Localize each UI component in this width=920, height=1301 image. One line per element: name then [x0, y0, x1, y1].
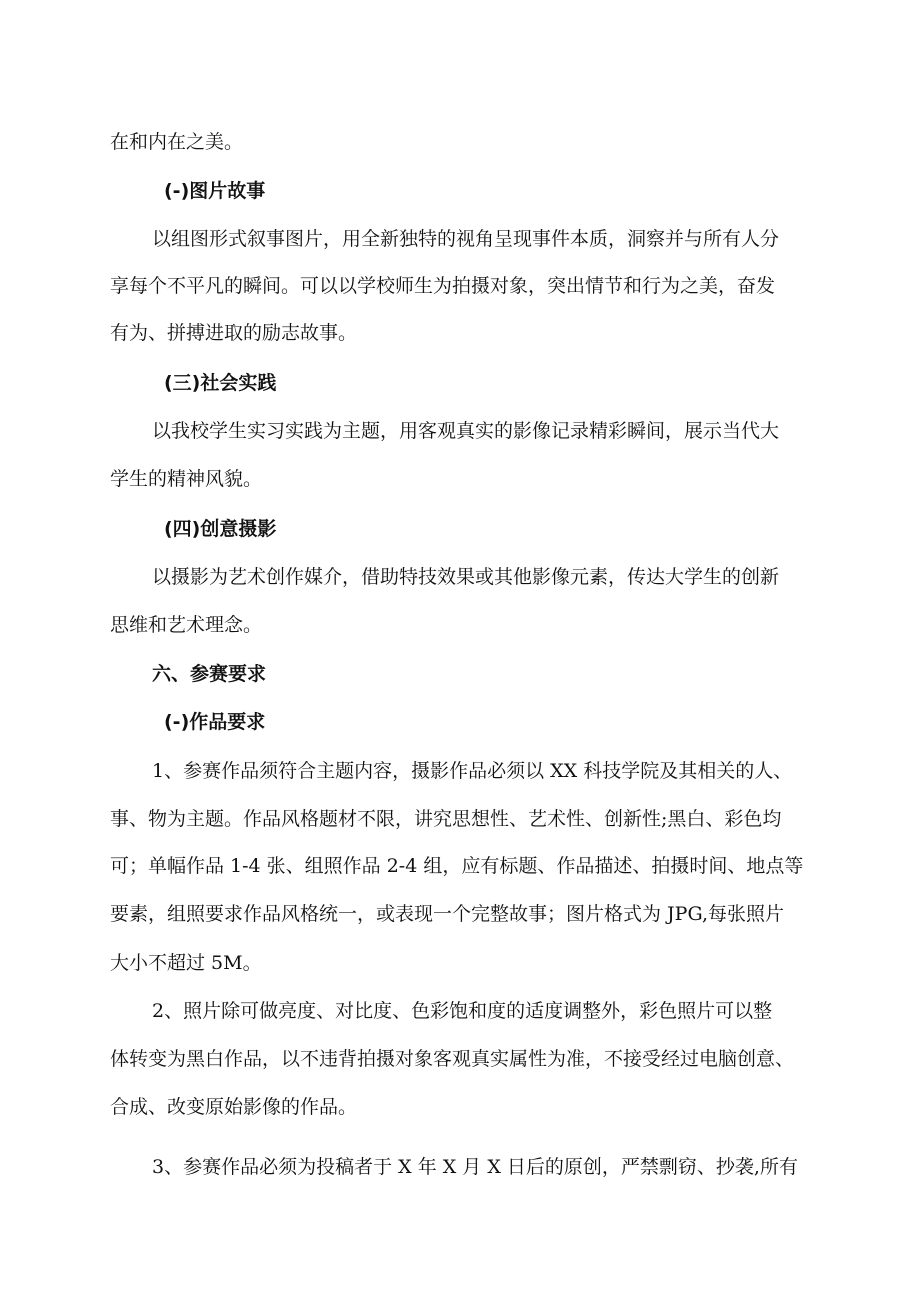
paragraph-line: 有为、拼搏进取的励志故事。	[110, 322, 358, 344]
paragraph-line: 享每个不平凡的瞬间。可以以学校师生为拍摄对象，突出情节和行为之美，奋发	[110, 275, 776, 297]
paragraph-line: 1、参赛作品须符合主题内容，摄影作品必须以 XX 科技学院及其相关的人、	[152, 760, 793, 782]
paragraph-line: 合成、改变原始影像的作品。	[110, 1096, 358, 1118]
subheading-social-practice: (三)社会实践	[164, 372, 277, 394]
paragraph-line: 以组图形式叙事图片，用全新独特的视角呈现事件本质，洞察并与所有人分	[152, 228, 780, 250]
paragraph-line: 可；单幅作品 1-4 张、组照作品 2-4 组，应有标题、作品描述、拍摄时间、地点等	[110, 855, 804, 877]
section-heading-requirements: 六、参赛要求	[152, 663, 267, 685]
paragraph-line: 要素，组照要求作品风格统一，或表现一个完整故事；图片格式为 JPG,每张照片	[110, 903, 784, 925]
paragraph-line: 以我校学生实习实践为主题，用客观真实的影像记录精彩瞬间，展示当代大	[152, 420, 780, 442]
paragraph-line: 思维和艺术理念。	[110, 614, 263, 636]
paragraph-line: 3、参赛作品必须为投稿者于 X 年 X 月 X 日后的原创，严禁剽窃、抄袭,所有	[152, 1156, 798, 1178]
paragraph-line: 2、照片除可做亮度、对比度、色彩饱和度的适度调整外，彩色照片可以整	[152, 1000, 773, 1022]
paragraph-line: 学生的精神风貌。	[110, 468, 263, 490]
subheading-creative-photography: (四)创意摄影	[164, 518, 277, 540]
subheading-work-requirements: (-)作品要求	[164, 711, 266, 733]
paragraph-line: 事、物为主题。作品风格题材不限，讲究思想性、艺术性、创新性;黑白、彩色均	[110, 808, 782, 830]
paragraph-line: 以摄影为艺术创作媒介，借助特技效果或其他影像元素，传达大学生的创新	[152, 566, 780, 588]
paragraph-line: 在和内在之美。	[110, 131, 244, 153]
subheading-picture-story: (-)图片故事	[164, 180, 266, 202]
paragraph-line: 大小不超过 5M。	[110, 952, 262, 974]
paragraph-line: 体转变为黑白作品，以不违背拍摄对象客观真实属性为准，不接受经过电脑创意、	[110, 1048, 795, 1070]
